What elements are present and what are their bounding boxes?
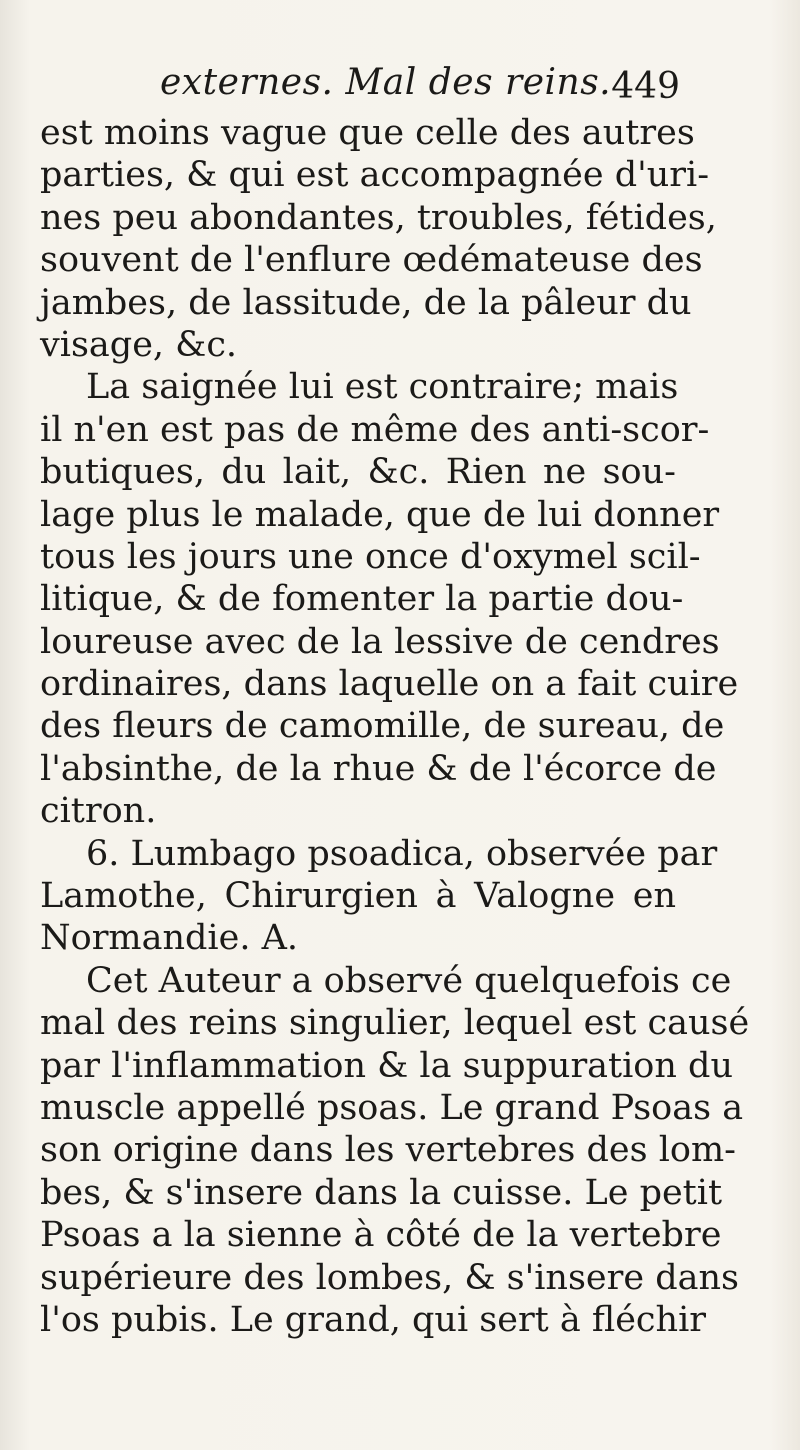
text-line: citron. <box>40 791 157 832</box>
text-line: Cet Auteur a observé quelquefois ce <box>86 960 732 1001</box>
text-line: supérieure des lombes, & s'insere dans <box>40 1257 739 1298</box>
text-line: Normandie. A. <box>40 918 298 959</box>
text-line: litique, & de fomenter la partie dou- <box>40 579 684 620</box>
text-line: lage plus le malade, que de lui donner <box>40 494 720 535</box>
page-number: 449 <box>611 66 680 107</box>
text-line: ordinaires, dans laquelle on a fait cuire <box>40 664 739 705</box>
running-head: externes. Mal des reins. <box>160 62 612 103</box>
text-line: 6. Lumbago psoadica, observée par <box>86 833 718 874</box>
text-line: des fleurs de camomille, de sureau, de <box>40 706 725 747</box>
page-header <box>40 62 680 114</box>
text-line: loureuse avec de la lessive de cendres <box>40 621 720 662</box>
text-line: muscle appellé psoas. Le grand Psoas a <box>40 1087 744 1128</box>
text-line: l'os pubis. Le grand, qui sert à fléchir <box>40 1299 706 1340</box>
text-line: visage, &c. <box>40 324 238 365</box>
text-line: par l'inflammation & la suppuration du <box>40 1045 733 1086</box>
text-line: nes peu abondantes, troubles, fétides, <box>40 197 717 238</box>
text-line: il n'en est pas de même des anti-scor- <box>40 409 710 450</box>
text-line: mal des reins singulier, lequel est causé <box>40 1003 750 1044</box>
text-line: l'absinthe, de la rhue & de l'écorce de <box>40 748 717 789</box>
text-line: parties, & qui est accompagnée d'uri- <box>40 155 710 196</box>
text-line: Lamothe, Chirurgien à Valogne en <box>40 876 676 917</box>
text-line: butiques, du lait, &c. Rien ne sou- <box>40 452 676 493</box>
text-line: La saignée lui est contraire; mais <box>86 367 679 408</box>
text-line: Psoas a la sienne à côté de la vertebre <box>40 1215 722 1256</box>
text-line: souvent de l'enflure œdémateuse des <box>40 240 703 281</box>
text-line: est moins vague que celle des autres <box>40 113 695 153</box>
text-line: son origine dans les vertebres des lom- <box>40 1130 736 1171</box>
text-line: tous les jours une once d'oxymel scil- <box>40 536 701 577</box>
body-text <box>40 112 750 1341</box>
text-line: bes, & s'insere dans la cuisse. Le petit <box>40 1172 723 1213</box>
text-line: jambes, de lassitude, de la pâleur du <box>40 282 692 323</box>
